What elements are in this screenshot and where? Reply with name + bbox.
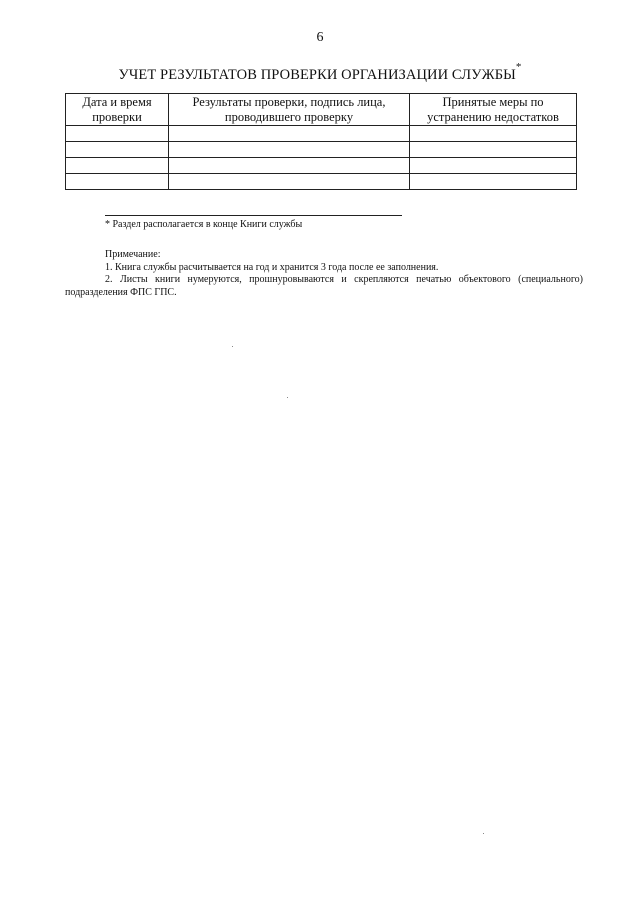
table-cell xyxy=(410,126,577,142)
table-cell xyxy=(410,142,577,158)
header-measures-taken xyxy=(410,94,577,126)
scan-speck xyxy=(287,397,288,398)
notes-block xyxy=(65,249,583,299)
table-cell xyxy=(410,158,577,174)
table-cell xyxy=(169,174,410,190)
section-title xyxy=(0,61,640,84)
table-cell xyxy=(66,142,169,158)
table-row xyxy=(66,142,577,158)
footnote-separator xyxy=(105,215,402,216)
table-header-row xyxy=(66,94,577,126)
note-item-2-line2: подразделения ФПС ГПС. xyxy=(65,286,177,298)
header-inspection-results-line2: проводившего проверку xyxy=(224,109,354,124)
table-row xyxy=(66,174,577,190)
note-item-2-line1: 2. Листы книги нумеруются, прошнуровываются и скрепляются печатью объектового (специального) xyxy=(105,274,583,285)
page-number: 6 xyxy=(316,30,324,45)
section-title-text: УЧЕТ РЕЗУЛЬТАТОВ ПРОВЕРКИ ОРГАНИЗАЦИИ СЛУЖБЫ xyxy=(118,66,516,83)
footnote-marker: * xyxy=(515,61,522,73)
table-cell xyxy=(66,126,169,142)
note-item-1: 1. Книга службы расчитывается на год и хранится 3 года после ее заполнения. xyxy=(105,261,439,273)
table-row xyxy=(66,126,577,142)
header-measures-taken-line2: устранению недостатков xyxy=(427,109,559,124)
header-date-time-line2: проверки xyxy=(92,109,142,124)
table-cell xyxy=(169,142,410,158)
notes-heading: Примечание: xyxy=(105,249,161,260)
scan-speck xyxy=(232,346,233,347)
table-cell xyxy=(169,158,410,174)
scan-speck xyxy=(483,833,484,834)
header-date-time xyxy=(66,94,169,126)
table-row xyxy=(66,158,577,174)
table-cell xyxy=(169,126,410,142)
table-cell xyxy=(410,174,577,190)
header-date-time-line1: Дата и время xyxy=(82,94,152,109)
table-cell xyxy=(66,174,169,190)
footnote-text: * Раздел располагается в конце Книги службы xyxy=(105,219,303,230)
table-cell xyxy=(66,158,169,174)
header-measures-taken-line1: Принятые меры по xyxy=(442,94,544,109)
header-inspection-results-line1: Результаты проверки, подпись лица, xyxy=(192,94,386,109)
inspection-log-table xyxy=(65,93,577,190)
header-inspection-results xyxy=(169,94,410,126)
